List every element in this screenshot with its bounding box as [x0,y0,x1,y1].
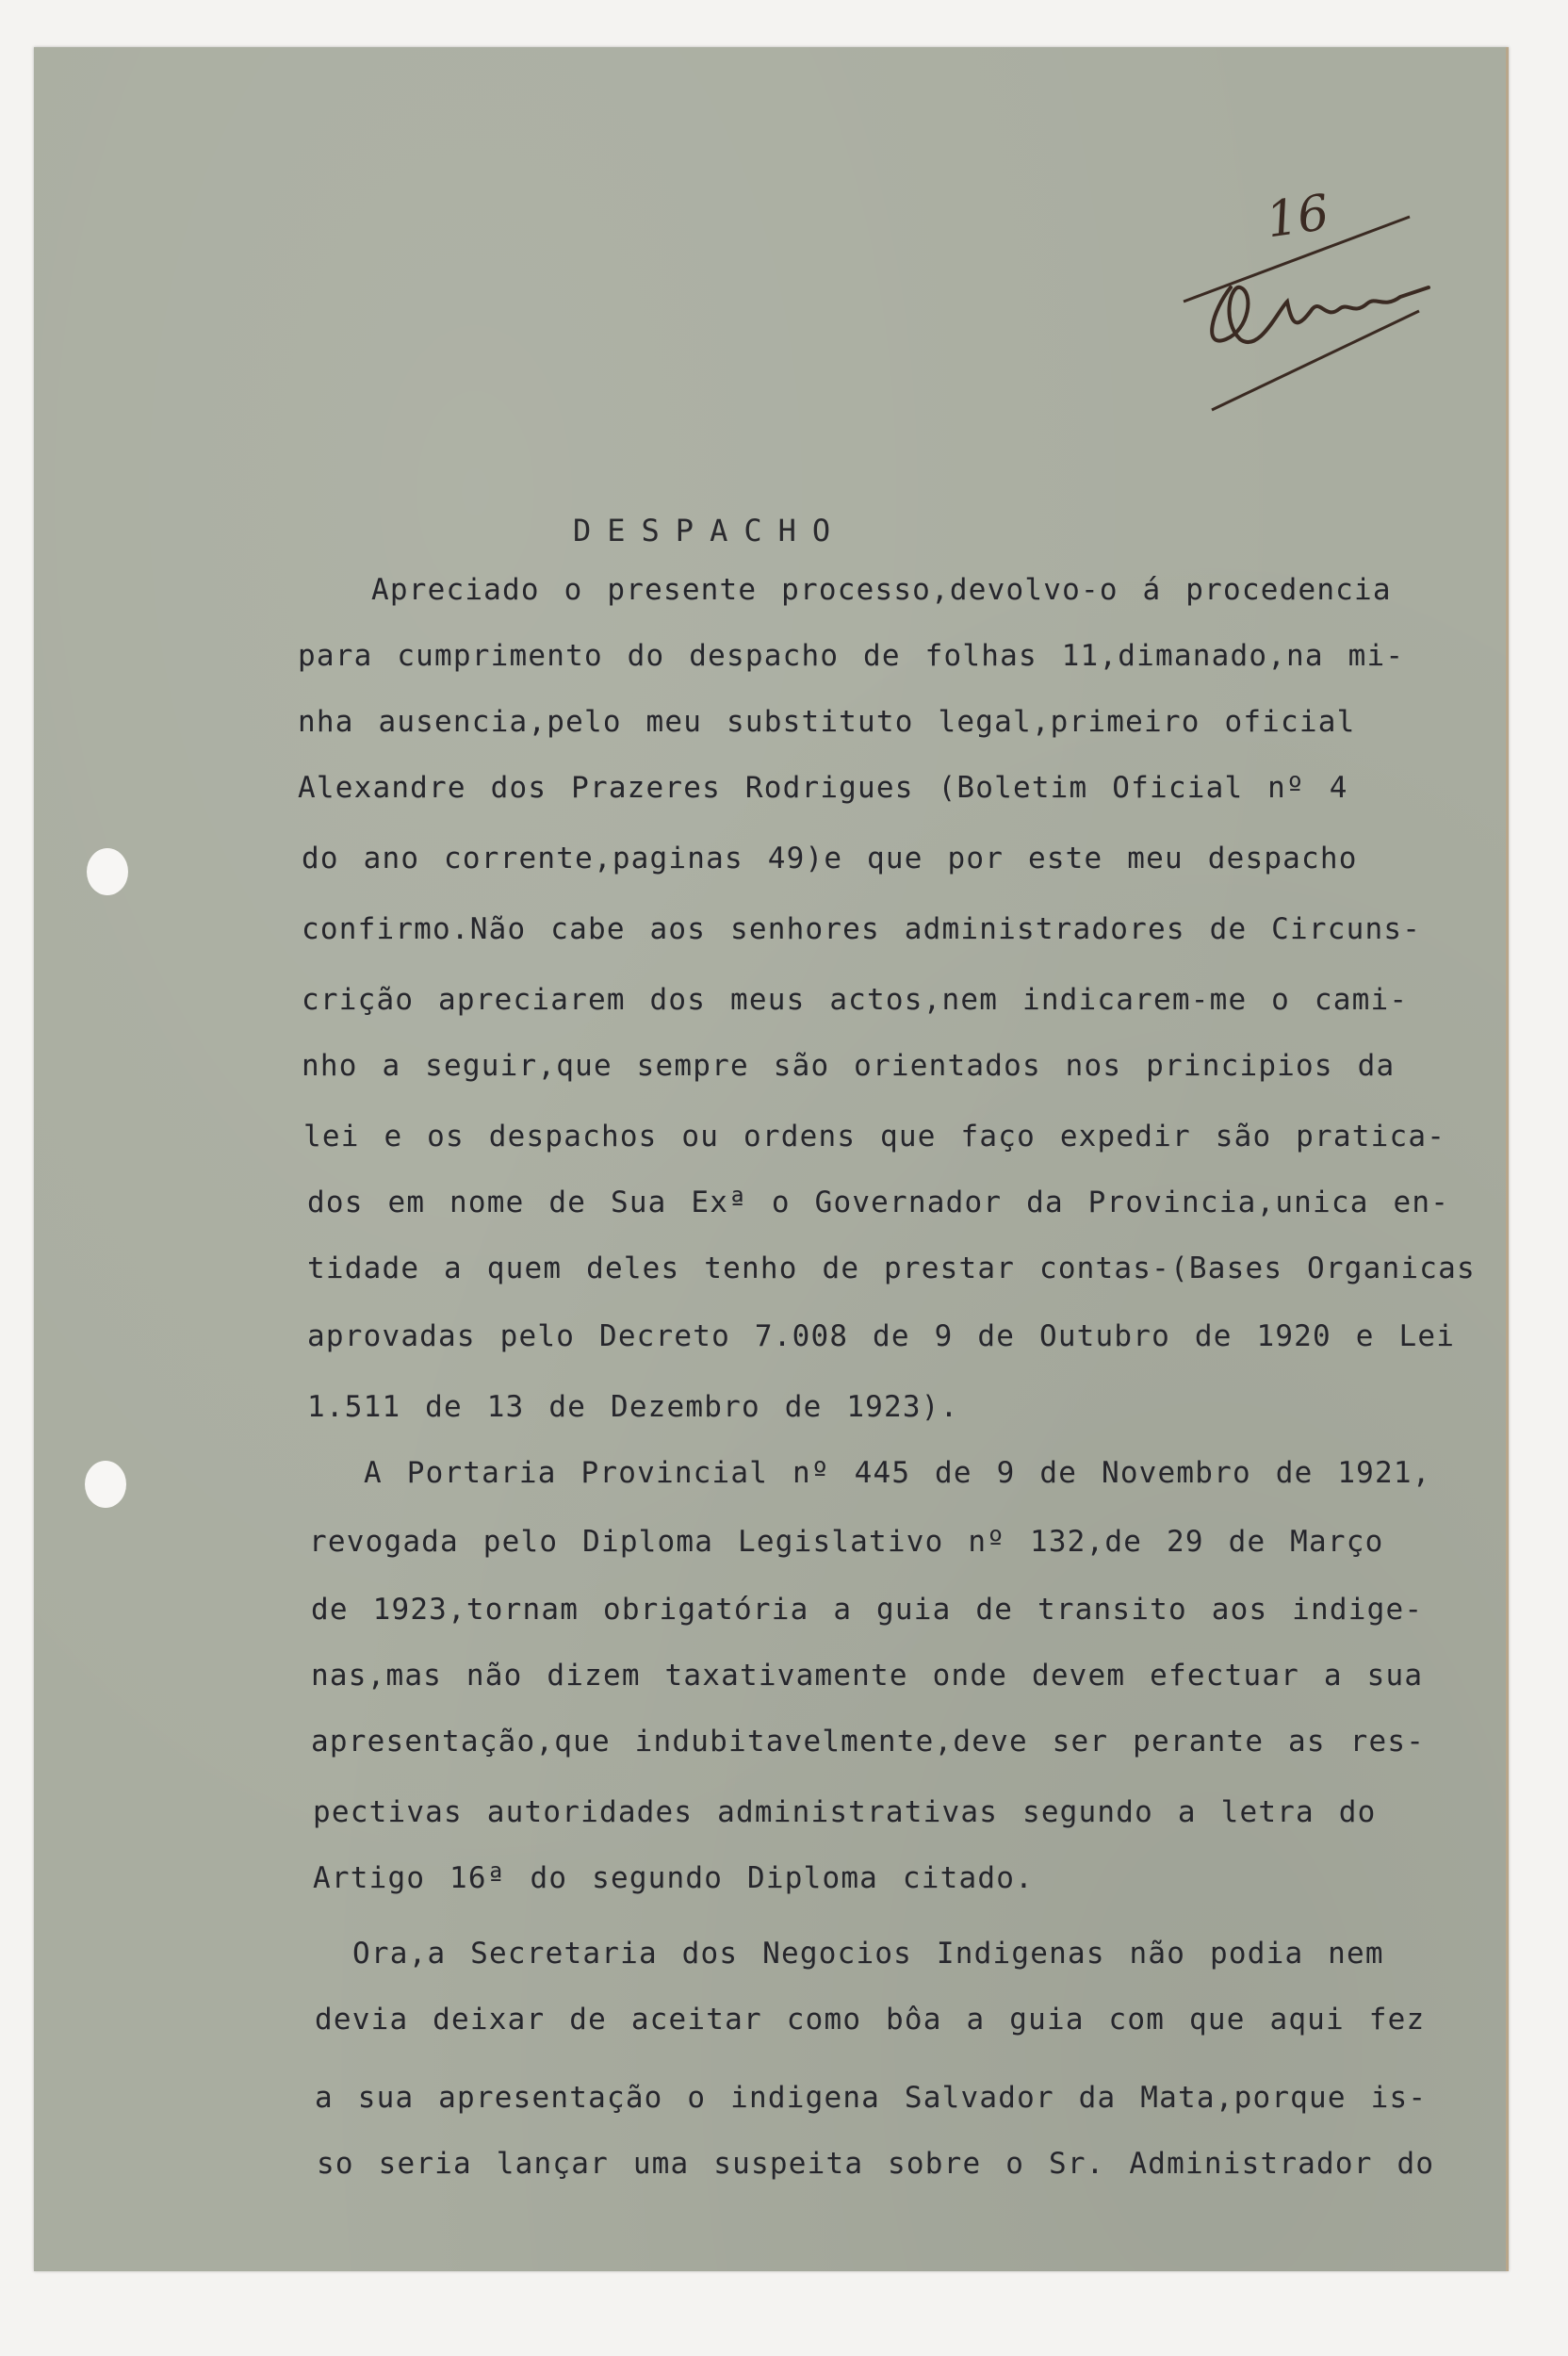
body-line: so seria lançar uma suspeita sobre o Sr. Administrador do [317,2147,1435,2181]
body-line: dos em nome de Sua Exª o Governador da Provincia,unica en- [307,1186,1450,1219]
body-line: revogada pelo Diploma Legislativo nº 132,de 29 de Março [309,1525,1384,1559]
punch-hole-top [87,848,128,895]
punch-hole-bottom [85,1461,126,1508]
body-line: Ora,a Secretaria dos Negocios Indigenas não podia nem [352,1937,1384,1971]
body-line: de 1923,tornam obrigatória a guia de transito aos indige- [311,1593,1424,1627]
body-line: nas,mas não dizem taxativamente onde devem efectuar a sua [311,1659,1424,1693]
handwritten-signature [1174,198,1457,424]
body-line: nha ausencia,pelo meu substituto legal,primeiro oficial [298,705,1356,739]
body-line: para cumprimento do despacho de folhas 11,dimanado,na mi- [298,639,1405,673]
document-page [34,47,1509,2271]
body-line: confirmo.Não cabe aos senhores administradores de Circuns- [302,912,1422,946]
body-line: 1.511 de 13 de Dezembro de 1923). [307,1390,959,1424]
body-line: a sua apresentação o indigena Salvador da Mata,porque is- [315,2081,1428,2115]
body-line: pectivas autoridades administrativas segundo a letra do [313,1795,1377,1829]
body-line: aprovadas pelo Decreto 7.008 de 9 de Outubro de 1920 e Lei [307,1319,1456,1353]
body-line: nho a seguir,que sempre são orientados nos principios da [302,1049,1396,1083]
body-line: apresentação,que indubitavelmente,deve ser perante as res- [311,1725,1426,1759]
body-line: A Portaria Provincial nº 445 de 9 de Novembro de 1921, [364,1456,1431,1490]
body-line: tidade a quem deles tenho de prestar contas-(Bases Organicas [307,1252,1476,1285]
folio-number: 16 [1263,184,1333,250]
document-heading: DESPACHO [573,513,847,548]
body-line: crição apreciarem dos meus actos,nem indicarem-me o cami- [302,983,1409,1017]
body-line: Artigo 16ª do segundo Diploma citado. [313,1861,1034,1895]
body-line: do ano corrente,paginas 49)e que por este meu despacho [302,842,1358,875]
body-line: devia deixar de aceitar como bôa a guia com que aqui fez [315,2003,1426,2037]
body-line: lei e os despachos ou ordens que faço expedir são pratica- [303,1120,1446,1153]
body-line: Alexandre dos Prazeres Rodrigues (Boletim Oficial nº 4 [298,771,1348,805]
body-line: Apreciado o presente processo,devolvo-o á procedencia [371,573,1392,607]
